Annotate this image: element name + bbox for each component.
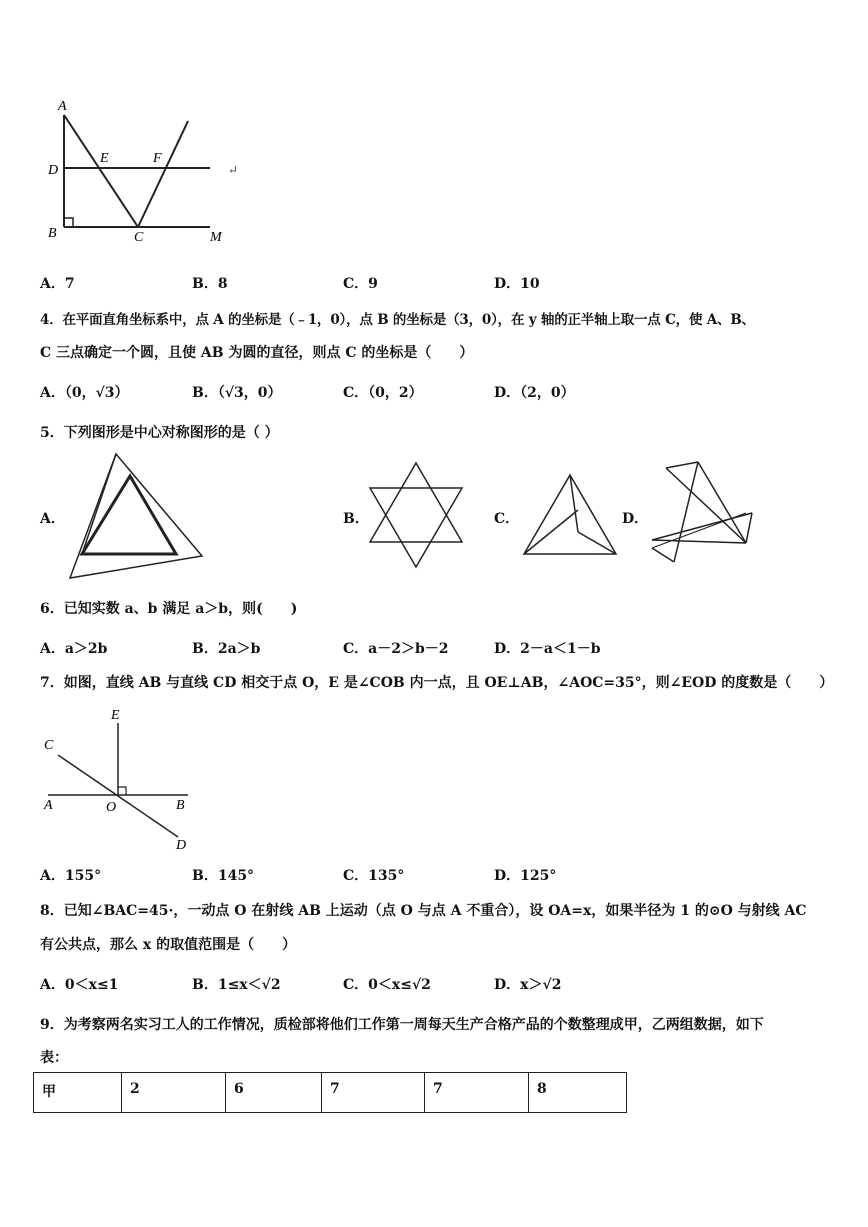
q3-figure: [40, 95, 250, 245]
table-cell: 8: [529, 1073, 627, 1113]
q3-option-c[interactable]: C．9: [343, 276, 378, 292]
q7-option-b[interactable]: B．145°: [192, 868, 255, 884]
q5-figure-d: [646, 458, 758, 568]
q4-option-c[interactable]: C．（0，2）: [343, 385, 423, 401]
return-mark: ↵: [228, 163, 239, 177]
table-cell: 7: [425, 1073, 529, 1113]
q5-option-c-label[interactable]: C．: [494, 511, 520, 527]
q7-stem: 7．如图，直线 AB 与直线 CD 相交于点 O，E 是∠COB 内一点，且 OE⊥AB，∠AOC=35°，则∠EOD 的度数是（ ）: [40, 675, 834, 691]
q6-option-a[interactable]: A．a＞2b: [40, 641, 108, 657]
q6-option-d[interactable]: D．2－a＜1－b: [494, 641, 601, 657]
q6-option-b[interactable]: B．2a＞b: [192, 641, 261, 657]
q5-figure-b: [366, 460, 466, 570]
q8-stem-line2: 有公共点，那么 x 的取值范围是（ ）: [40, 937, 297, 953]
q4-option-b[interactable]: B．（√3，0）: [192, 385, 282, 401]
label-C: C: [44, 738, 54, 753]
q8-option-d[interactable]: D．x＞√2: [494, 977, 562, 993]
label-M: M: [210, 230, 222, 245]
table-cell: 7: [322, 1073, 425, 1113]
q5-option-d-label[interactable]: D．: [622, 511, 649, 527]
table-row: [34, 1073, 627, 1113]
q5-option-a-label[interactable]: A．: [40, 511, 65, 527]
q3-option-d[interactable]: D．10: [494, 276, 540, 292]
table-cell: 甲: [34, 1073, 122, 1113]
q5-figure-a: [66, 450, 206, 585]
table-cell: 2: [122, 1073, 226, 1113]
q3-option-b[interactable]: B．8: [192, 276, 228, 292]
q8-option-c[interactable]: C．0＜x≤√2: [343, 977, 431, 993]
q5-option-b-label[interactable]: B．: [343, 511, 369, 527]
q7-option-a[interactable]: A．155°: [40, 868, 102, 884]
q6-stem: 6．已知实数 a、b 满足 a＞b，则( ): [40, 601, 298, 617]
label-D: D: [48, 163, 59, 178]
q4-stem-line1: 4．在平面直角坐标系中，点 A 的坐标是（﹣1，0），点 B 的坐标是（3，0），在 y 轴的正半轴上取一点 C，使 A、B、: [40, 312, 755, 328]
q4-option-a[interactable]: A．（0，√3）: [40, 385, 129, 401]
q9-data-table: [33, 1072, 627, 1113]
q8-option-b[interactable]: B．1≤x＜√2: [192, 977, 281, 993]
label-B: B: [176, 798, 185, 813]
table-cell: 6: [226, 1073, 322, 1113]
q6-option-c[interactable]: C．a－2＞b－2: [343, 641, 449, 657]
label-E: E: [111, 708, 120, 723]
q4-stem-line2: C 三点确定一个圆，且使 AB 为圆的直径，则点 C 的坐标是（ ）: [40, 345, 474, 361]
q3-option-a[interactable]: A．7: [40, 276, 75, 292]
label-C: C: [134, 230, 144, 245]
q9-stem-line2: 表：: [40, 1050, 68, 1066]
q4-option-d[interactable]: D．（2，0）: [494, 385, 575, 401]
q5-stem: 5．下列图形是中心对称图形的是（ ）: [40, 425, 279, 441]
label-E: E: [100, 151, 109, 166]
label-A: A: [58, 99, 67, 114]
label-F: F: [153, 151, 162, 166]
q9-stem-line1: 9．为考察两名实习工人的工作情况，质检部将他们工作第一周每天生产合格产品的个数整理成甲，乙两组数据，如下: [40, 1017, 764, 1033]
q7-option-d[interactable]: D．125°: [494, 868, 557, 884]
label-D: D: [176, 838, 187, 853]
q7-option-c[interactable]: C．135°: [343, 868, 405, 884]
label-B: B: [48, 226, 57, 241]
label-O: O: [106, 800, 117, 815]
label-A: A: [44, 798, 53, 813]
q8-stem-line1: 8．已知∠BAC=45·，一动点 O 在射线 AB 上运动（点 O 与点 A 不重合），设 OA=x，如果半径为 1 的⊙O 与射线 AC: [40, 903, 807, 919]
q8-option-a[interactable]: A．0＜x≤1: [40, 977, 119, 993]
q5-figure-c: [520, 470, 620, 560]
q7-figure: [40, 705, 200, 855]
